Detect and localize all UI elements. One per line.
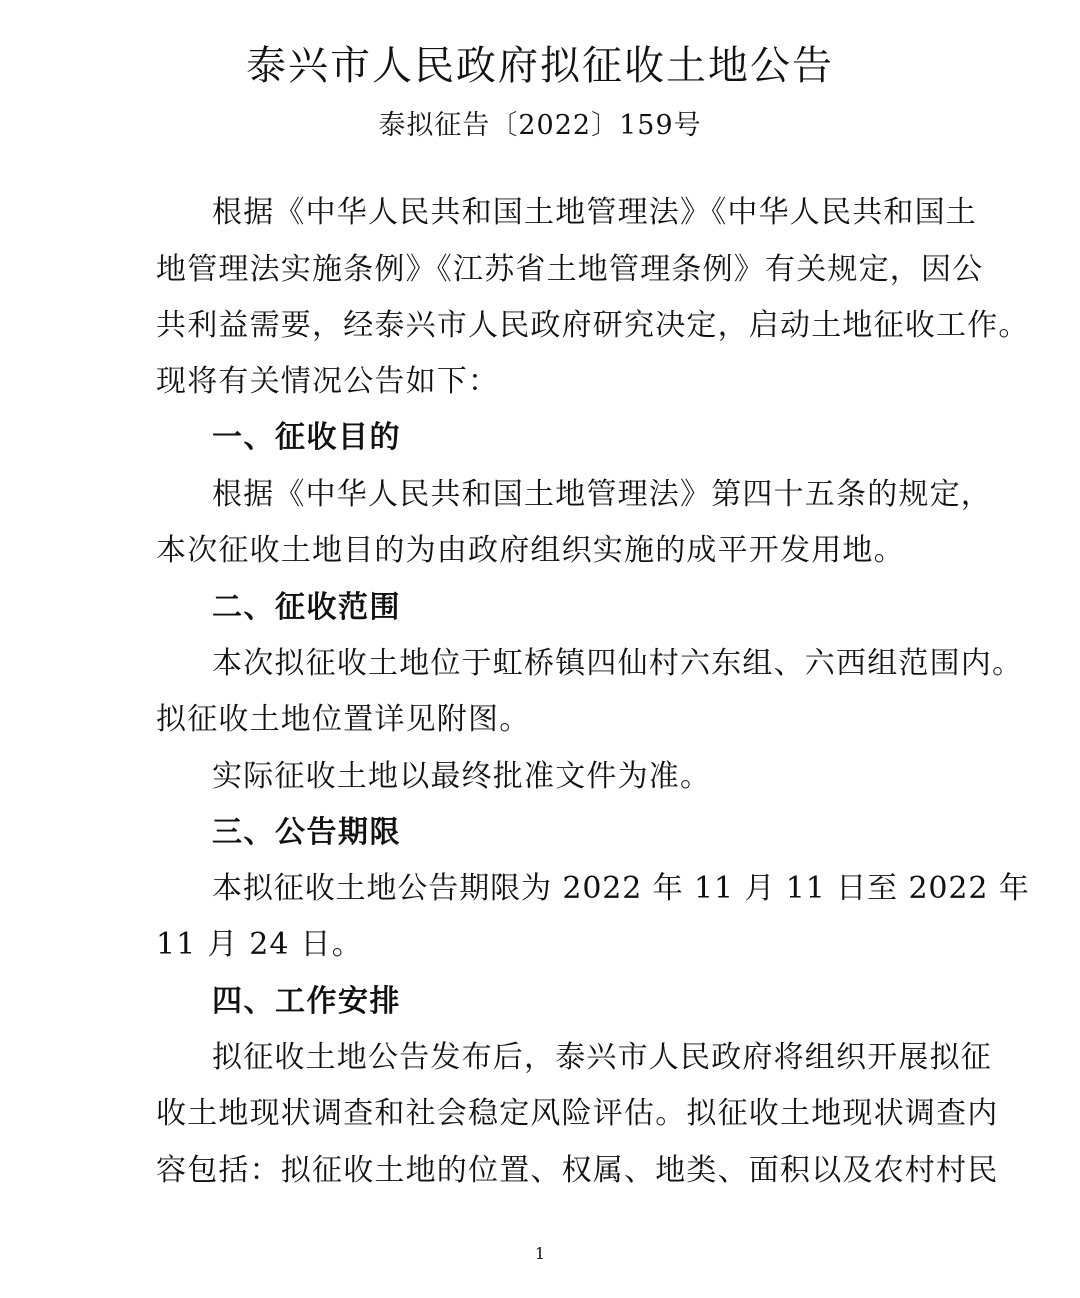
body-line: 共利益需要，经泰兴市人民政府研究决定，启动土地征收工作。: [156, 308, 1030, 343]
section-heading: 二、征收范围: [212, 590, 401, 625]
body-line: 本次征收土地目的为由政府组织实施的成平开发用地。: [156, 533, 905, 568]
body-line: 地管理法实施条例》《江苏省土地管理条例》有关规定，因公: [156, 252, 984, 287]
body-line: 收土地现状调查和社会稳定风险评估。拟征收土地现状调查内: [156, 1096, 999, 1131]
body-line: 本次拟征收土地位于虹桥镇四仙村六东组、六西组范围内。: [212, 646, 1024, 681]
section-heading: 三、公告期限: [212, 815, 401, 850]
body-line: 现将有关情况公告如下：: [156, 364, 500, 399]
section-heading: 一、征收目的: [212, 420, 401, 455]
body-line: 容包括：拟征收土地的位置、权属、地类、面积以及农村村民: [156, 1153, 999, 1188]
document-number: 泰拟征告〔2022〕159号: [378, 110, 702, 141]
document-title: 泰兴市人民政府拟征收土地公告: [246, 43, 834, 89]
section-heading: 四、工作安排: [212, 984, 401, 1019]
body-line: 拟征收土地公告发布后，泰兴市人民政府将组织开展拟征: [212, 1040, 992, 1075]
page-number: 1: [534, 1244, 546, 1263]
body-line: 11 月 24 日。: [156, 927, 363, 962]
body-line: 根据《中华人民共和国土地管理法》第四十五条的规定，: [212, 477, 992, 512]
body-line: 拟征收土地位置详见附图。: [156, 702, 531, 737]
body-line: 根据《中华人民共和国土地管理法》《中华人民共和国土: [212, 195, 977, 230]
body-line: 本拟征收土地公告期限为 2022 年 11 月 11 日至 2022 年: [212, 871, 1030, 906]
body-line: 实际征收土地以最终批准文件为准。: [212, 759, 712, 794]
